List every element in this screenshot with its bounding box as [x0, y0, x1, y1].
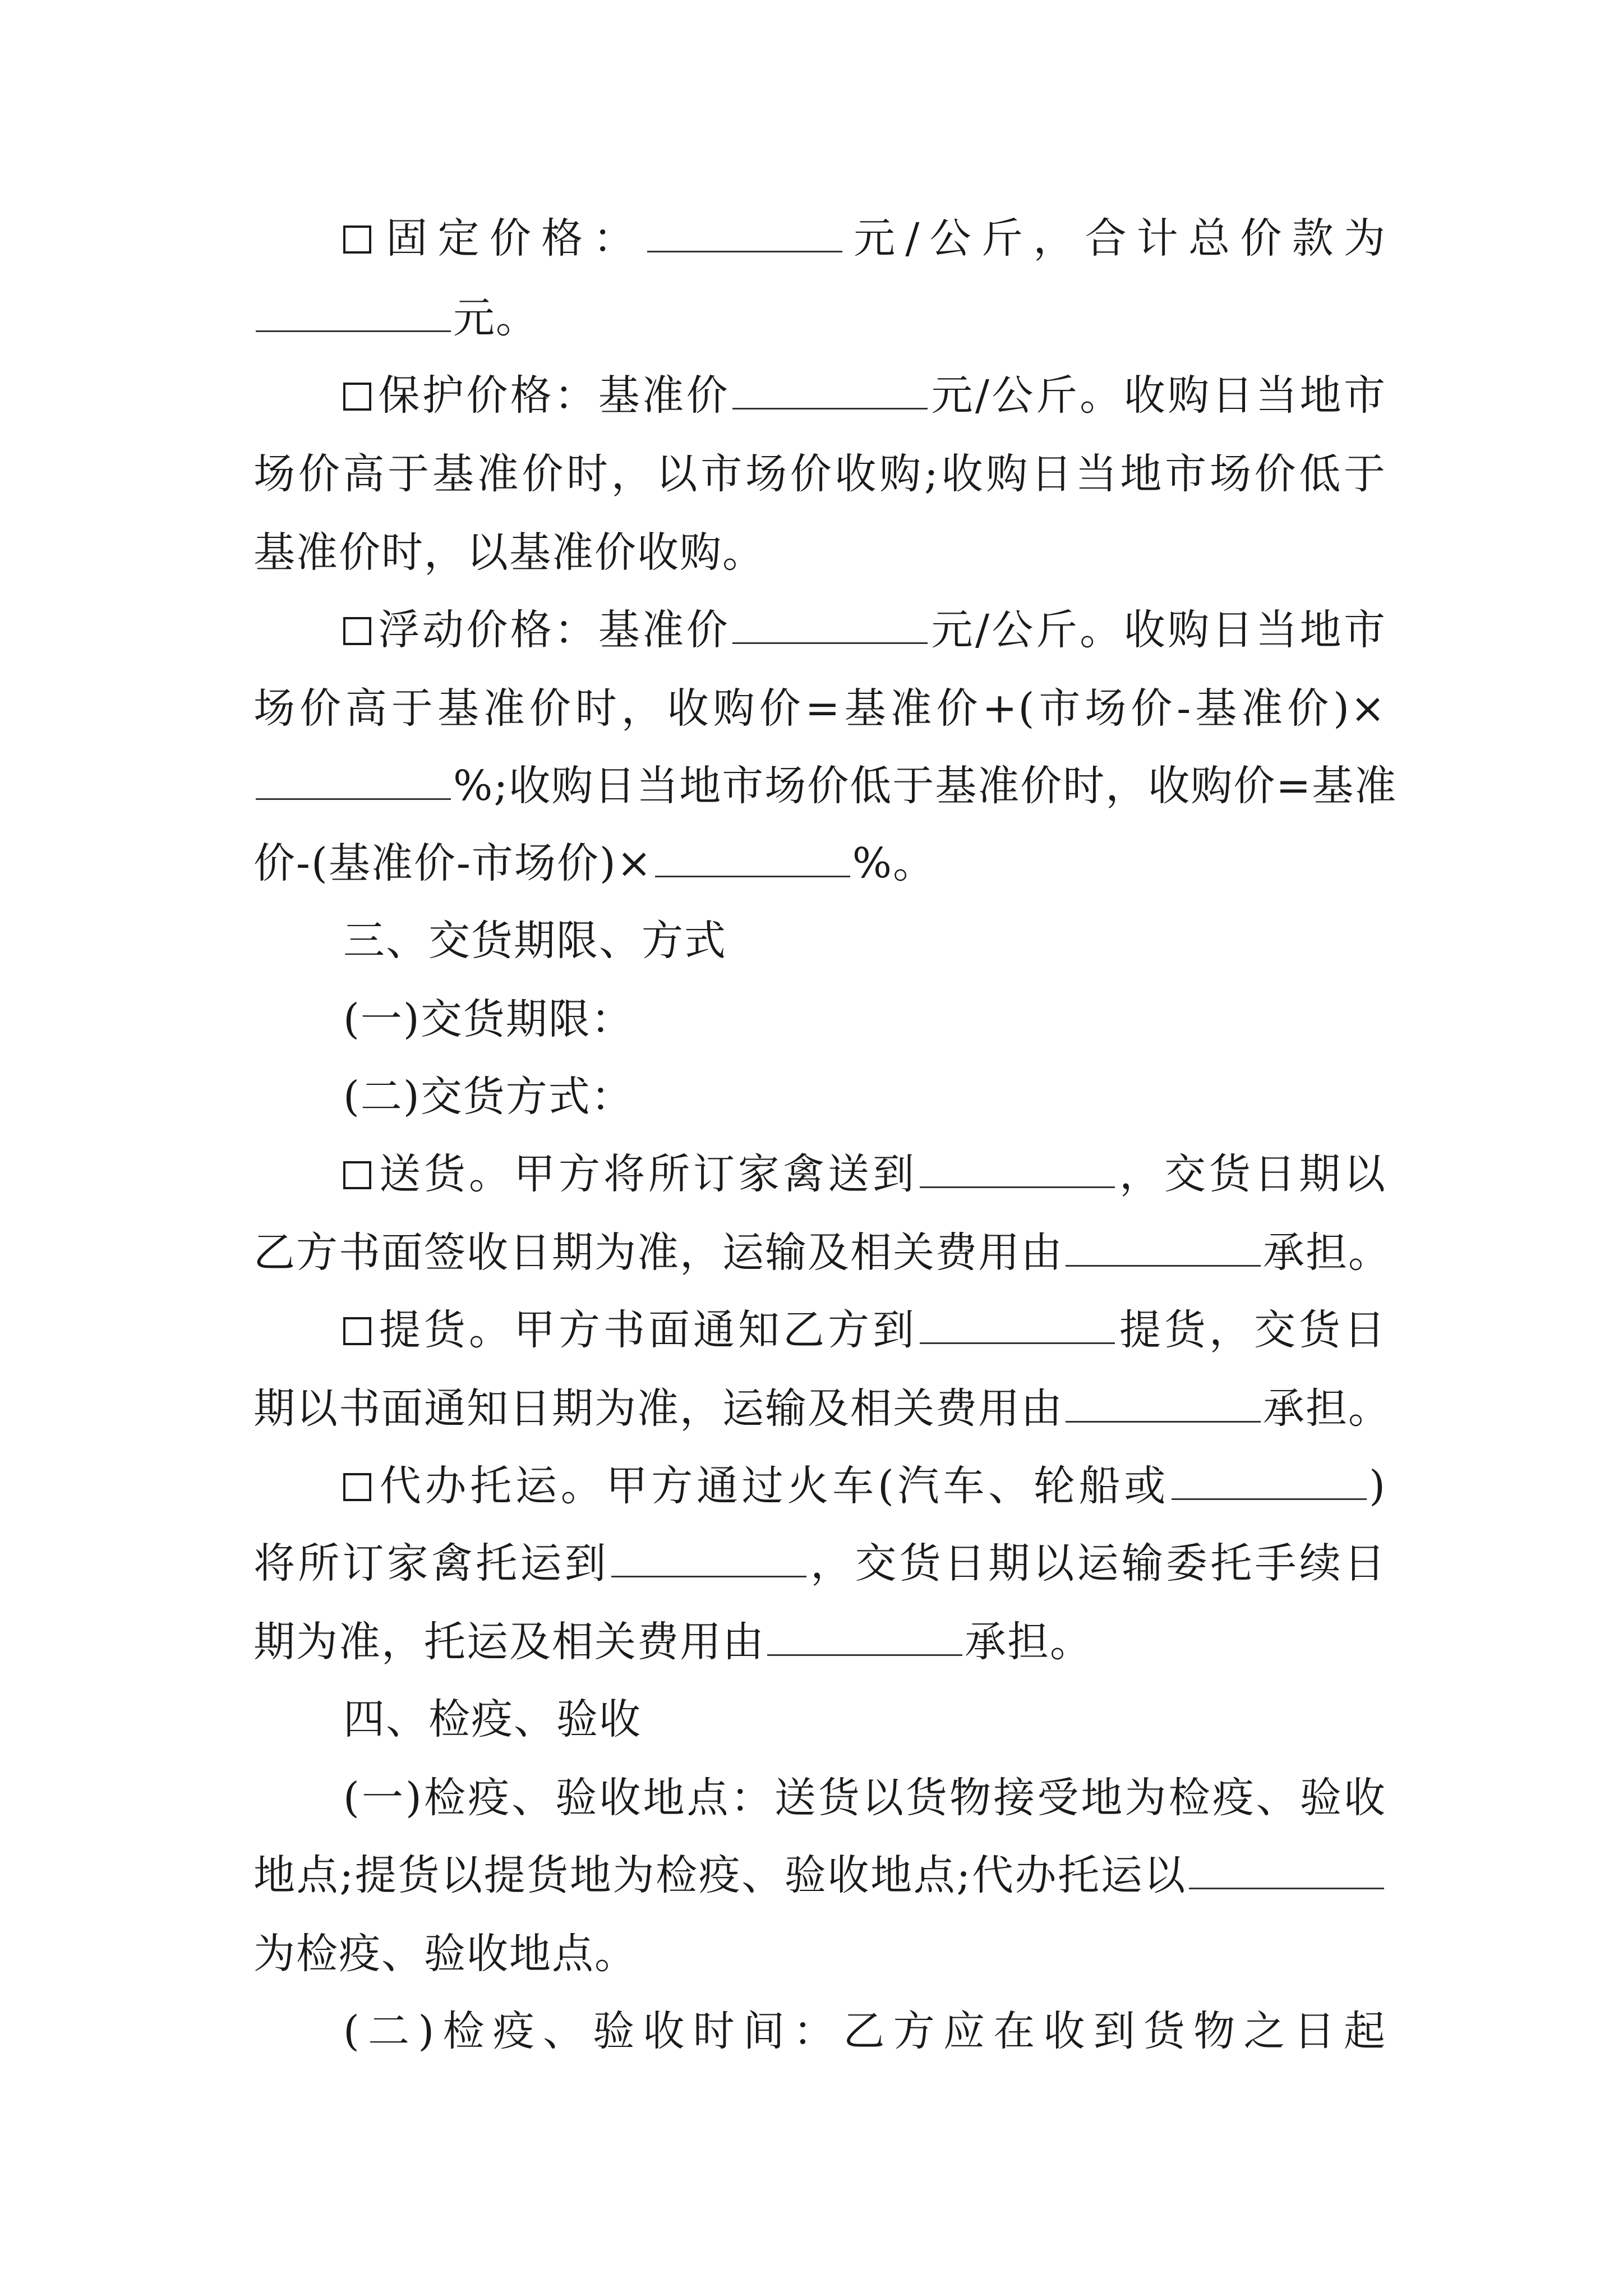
text-run: %。 [852, 839, 936, 887]
paragraph-6-line-1 [343, 1073, 1386, 1121]
text-run: 元/公斤。收购日当地市 [930, 606, 1386, 654]
text-run: 为检疫、验收地点。 [253, 1930, 637, 1978]
fill-in-blank[interactable] [256, 798, 451, 800]
paragraph-10-line-1 [343, 1695, 1386, 1743]
text-run: 期以书面通知日期为准，运输及相关费用由 [253, 1384, 1063, 1433]
text-run: 提货，交货日 [1117, 1306, 1386, 1354]
text-run: 场价高于基准价时，收购价=基准价+(市场价-基准价)× [253, 684, 1386, 733]
fill-in-blank[interactable] [732, 642, 928, 644]
checkbox-icon[interactable] [343, 617, 371, 645]
paragraph-2-line-3 [253, 528, 1386, 577]
text-run: 地点;提货以提货地为检疫、验收地点;代办托运以 [253, 1851, 1187, 1899]
paragraph-3-line-1 [343, 606, 1386, 654]
text-run: 承担。 [1263, 1384, 1391, 1433]
paragraph-11-line-3 [253, 1930, 1386, 1978]
paragraph-8-line-1 [343, 1306, 1386, 1354]
fill-in-blank[interactable] [256, 330, 451, 332]
text-run: (二)检疫、验收时间：乙方应在收到货物之日起 [343, 2007, 1386, 2055]
checkbox-icon[interactable] [343, 226, 371, 254]
text-run: 代办托运。甲方通过火车(汽车、轮船或 [377, 1462, 1170, 1510]
text-run: 元/公斤，合计总价款为 [844, 214, 1387, 263]
fill-in-blank[interactable] [611, 1575, 806, 1577]
fill-in-blank[interactable] [1189, 1887, 1384, 1889]
paragraph-3-line-2 [253, 684, 1386, 733]
text-run: 元/公斤。收购日当地市 [930, 371, 1386, 420]
fill-in-blank[interactable] [1066, 1264, 1261, 1267]
text-run: ，交货日期以 [1117, 1150, 1386, 1198]
checkbox-icon[interactable] [343, 1317, 371, 1345]
fill-in-blank[interactable] [920, 1342, 1115, 1344]
paragraph-7-line-2 [253, 1228, 1391, 1277]
checkbox-icon[interactable] [343, 383, 371, 411]
text-run: 四、检疫、验收 [343, 1695, 642, 1743]
text-run: 将所订家禽托运到 [253, 1539, 609, 1588]
text-run: 三、交货期限、方式 [343, 917, 727, 965]
text-run: 保护价格：基准价 [377, 371, 731, 420]
checkbox-icon[interactable] [343, 1473, 371, 1501]
paragraph-9-line-2 [253, 1539, 1386, 1588]
paragraph-3-line-4 [253, 839, 1386, 887]
paragraph-1-line-2 [253, 294, 1386, 342]
text-run: 价-(基准价-市场价)× [253, 839, 653, 887]
text-run: 乙方书面签收日期为准，运输及相关费用由 [253, 1228, 1063, 1277]
fill-in-blank[interactable] [732, 407, 928, 409]
text-run: %;收购日当地市场价低于基准价时，收购价=基准 [453, 762, 1398, 810]
paragraph-12-line-1 [343, 2007, 1386, 2055]
paragraph-2-line-1 [343, 371, 1386, 420]
paragraph-3-line-3 [253, 762, 1398, 810]
text-run: 基准价时，以基准价收购。 [253, 528, 765, 577]
fill-in-blank[interactable] [767, 1654, 962, 1656]
text-run: (二)交货方式： [343, 1073, 634, 1121]
text-run: 元。 [453, 294, 538, 342]
text-run: (一)检疫、验收地点：送货以货物接受地为检疫、验收 [343, 1774, 1386, 1822]
text-run: ) [1369, 1462, 1386, 1510]
paragraph-7-line-1 [343, 1150, 1386, 1198]
text-run: 送货。甲方将所订家禽送到 [377, 1150, 917, 1198]
text-run: ，交货日期以运输委托手续日 [808, 1539, 1386, 1588]
text-run: 期为准，托运及相关费用由 [253, 1618, 765, 1666]
text-run: 浮动价格：基准价 [377, 606, 731, 654]
paragraph-4-line-1 [343, 917, 1386, 965]
text-run: 固定价格： [377, 214, 645, 263]
paragraph-5-line-1 [343, 995, 1386, 1043]
paragraph-11-line-1 [343, 1774, 1386, 1822]
fill-in-blank[interactable] [655, 875, 850, 877]
fill-in-blank[interactable] [920, 1186, 1115, 1188]
fill-in-blank[interactable] [1066, 1420, 1261, 1423]
checkbox-icon[interactable] [343, 1161, 371, 1189]
text-run: 提货。甲方书面通知乙方到 [377, 1306, 917, 1354]
paragraph-9-line-1 [343, 1462, 1386, 1510]
paragraph-8-line-2 [253, 1384, 1391, 1433]
paragraph-11-line-2 [253, 1851, 1386, 1899]
text-run: 承担。 [965, 1618, 1092, 1666]
fill-in-blank[interactable] [1172, 1498, 1367, 1500]
paragraph-2-line-2 [253, 450, 1386, 498]
paragraph-9-line-3 [253, 1618, 1386, 1666]
fill-in-blank[interactable] [647, 250, 842, 252]
text-run: 承担。 [1263, 1228, 1391, 1277]
text-run: 场价高于基准价时，以市场价收购;收购日当地市场价低于 [253, 450, 1386, 498]
paragraph-1-line-1 [343, 214, 1387, 263]
text-run: (一)交货期限： [343, 995, 634, 1043]
